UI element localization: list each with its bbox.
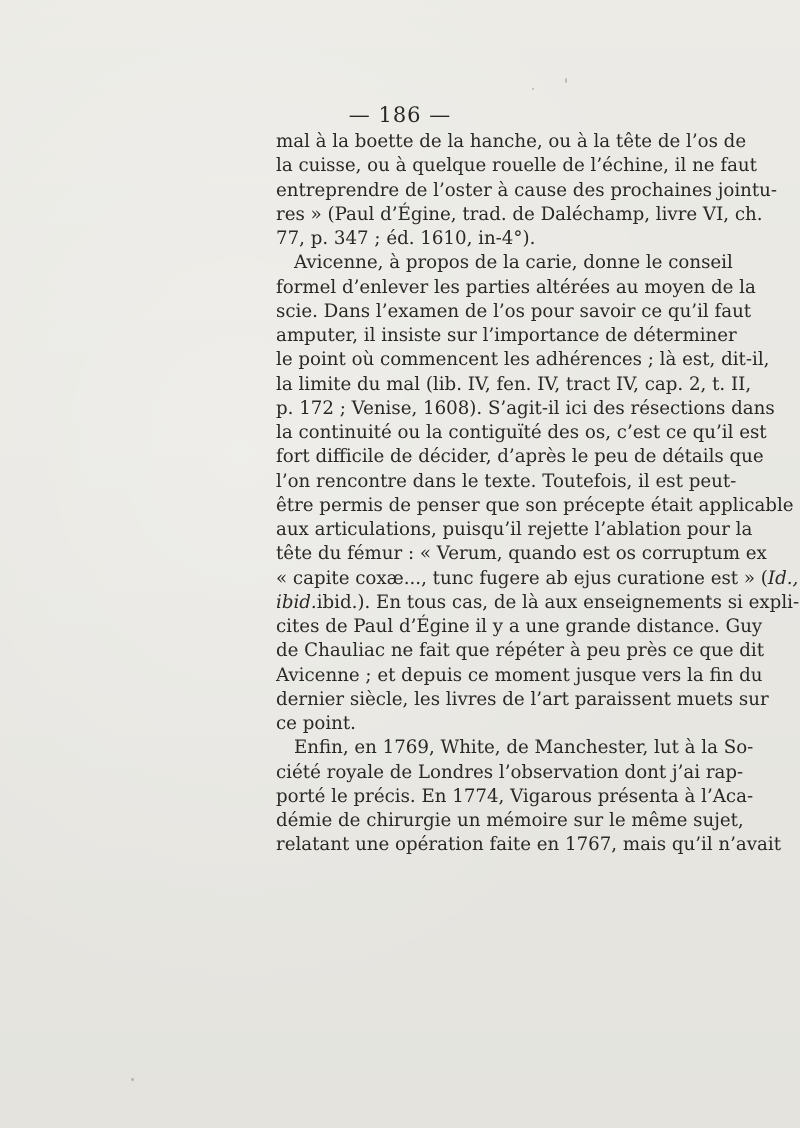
text-line: la cuisse, ou à quelque rouelle de l’échine, il ne faut — [276, 155, 757, 177]
body-text — [276, 130, 800, 858]
text-line: entreprendre de l’oster à cause des prochaines jointu- — [276, 179, 778, 201]
text-line: démie de chirurgie un mémoire sur le même sujet, — [276, 810, 744, 831]
text-line: relatant une opération faite en 1767, mais qu’il n’avait — [276, 834, 782, 856]
text-line: dernier siècle, les livres de l’art paraissent muets sur — [276, 688, 769, 710]
text-line: l’on rencontre dans le texte. Toutefois, il est peut- — [276, 470, 737, 492]
text-line: formel d’enlever les parties altérées au moyen de la — [276, 276, 756, 298]
text-line: tête du fémur : « Verum, quando est os corruptum ex — [276, 543, 767, 565]
text-line-with-citation — [276, 567, 799, 591]
text-line: p. 172 ; Venise, 1608). S’agit-il ici des résections dans — [276, 397, 775, 419]
text-line: ciété royale de Londres l’observation dont j’ai rap- — [276, 761, 744, 783]
text-line: amputer, il insiste sur l’importance de déterminer — [276, 325, 737, 346]
text-line: la limite du mal (lib. IV, fen. IV, tract IV, cap. 2, t. II, — [276, 373, 752, 395]
paragraph-start-line: Enfin, en 1769, White, de Manchester, lut à la So- — [294, 737, 754, 759]
citation-italic: ibid. — [276, 591, 317, 613]
text-line: res » (Paul d’Égine, trad. de Daléchamp, livre VI, ch. — [276, 203, 763, 225]
citation-italic: Id., — [767, 567, 799, 589]
text-line-with-citation — [276, 591, 800, 615]
citation-text: ibid.). En tous cas, de là aux enseignements si expli- — [316, 591, 800, 613]
text-line: ce point. — [276, 713, 356, 734]
text-line: le point où commencent les adhérences ; là est, dit-il, — [276, 349, 770, 371]
page-number: — 186 — — [348, 103, 452, 127]
text-line: la continuité ou la contiguïté des os, c’est ce qu’il est — [276, 422, 767, 443]
text-line: fort difficile de décider, d’après le peu de détails que — [276, 446, 764, 468]
text-line: porté le précis. En 1774, Vigarous présenta à l’Aca- — [276, 785, 754, 807]
text-line: scie. Dans l’examen de l’os pour savoir ce qu’il faut — [276, 300, 752, 322]
text-line: être permis de penser que son précepte était applicable — [276, 494, 794, 516]
text-line: Avicenne ; et depuis ce moment jusque vers la fin du — [276, 664, 763, 686]
text-line: de Chauliac ne fait que répéter à peu près ce que dit — [276, 640, 765, 662]
citation-text: « capite coxæ..., tunc fugere ab ejus curatione est » ( — [276, 567, 768, 589]
text-line: 77, p. 347 ; éd. 1610, in-4°). — [276, 228, 536, 249]
text-line: cites de Paul d’Égine il y a une grande distance. Guy — [276, 616, 763, 637]
text-line: mal à la boette de la hanche, ou à la tête de l’os de — [276, 131, 747, 152]
text-line: aux articulations, puisqu’il rejette l’ablation pour la — [276, 519, 753, 540]
paragraph-start-line: Avicenne, à propos de la carie, donne le conseil — [294, 252, 733, 274]
